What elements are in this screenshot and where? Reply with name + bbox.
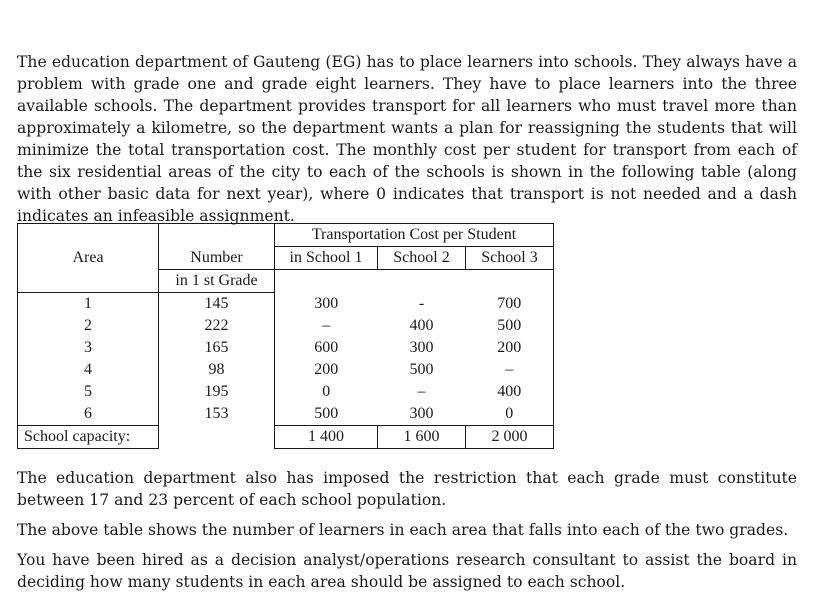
cell-school2: – — [417, 383, 426, 400]
task-paragraph: You have been hired as a decision analyst/operations research consultant to assist the board in deciding how many students in each area should be assigned to each school. — [17, 551, 797, 591]
cell-school2: 400 — [409, 317, 434, 334]
table-row — [18, 337, 554, 359]
cell-number: 165 — [159, 337, 275, 359]
cell-school1: – — [275, 315, 378, 337]
cell-school1: 0 — [275, 381, 378, 403]
table-row — [18, 403, 554, 426]
table-row — [18, 293, 554, 316]
capacity-school3: 2 000 — [466, 426, 554, 449]
cell-school1: 600 — [275, 337, 378, 359]
col-header-school2: School 2 — [378, 247, 466, 270]
col-header-number-grade: in 1 st Grade — [159, 270, 275, 293]
cell-school3: 0 — [466, 403, 554, 426]
cell-school3: 400 — [466, 381, 554, 403]
cell-number: 153 — [159, 403, 275, 426]
problem-intro-paragraph: The education department of Gauteng (EG) has to place learners into schools. They always have a problem with grade one and grade eight learners. They have to place learners into the three available schools. The department provides transport for all learners who must travel more than approximately a kilometre, so the department wants a plan for reassigning the students that will minimize the total transportation cost. The monthly cost per student for transport from each of the six residential areas of the city to each of the schools is shown in the following table (along with other basic data for next year), where 0 indicates that transport is not needed and a dash indicates an infeasible assignment. — [17, 53, 797, 225]
cell-number: 145 — [159, 293, 275, 316]
cell-area: 6 — [18, 403, 159, 426]
transport-cost-table — [17, 223, 554, 449]
restriction-paragraph: The education department also has imposed the restriction that each grade must constitute between 17 and 23 percent of each school population. — [17, 469, 797, 509]
cost-group-header: Transportation Cost per Student — [275, 224, 554, 247]
cell-school3: – — [466, 359, 554, 381]
cell-school2: - — [418, 294, 425, 312]
col-header-number: Number — [159, 247, 275, 270]
cell-number: 195 — [159, 381, 275, 403]
cell-number: 222 — [159, 315, 275, 337]
cell-school3: 200 — [466, 337, 554, 359]
capacity-school2: 1 600 — [378, 426, 466, 449]
cell-area: 5 — [18, 381, 159, 403]
col-header-area: Area — [18, 247, 159, 270]
cell-school1: 300 — [275, 293, 378, 316]
cell-school1: 500 — [275, 403, 378, 426]
cell-school3: 700 — [466, 293, 554, 316]
cell-school2: 500 — [409, 361, 434, 378]
capacity-row — [18, 426, 554, 449]
cell-area: 3 — [18, 337, 159, 359]
cell-number: 98 — [159, 359, 275, 381]
cell-school2: 300 — [378, 403, 466, 426]
cell-school2: 300 — [409, 339, 434, 356]
capacity-label: School capacity: — [18, 426, 159, 449]
cell-area: 1 — [18, 293, 159, 316]
cell-school3: 500 — [466, 315, 554, 337]
table-row — [18, 359, 554, 381]
cell-school1: 200 — [275, 359, 378, 381]
cell-area: 4 — [18, 359, 159, 381]
table-row — [18, 381, 554, 403]
capacity-school1: 1 400 — [275, 426, 378, 449]
col-header-school1: in School 1 — [275, 247, 378, 270]
table-note-paragraph: The above table shows the number of learners in each area that falls into each of the two grades. — [17, 521, 789, 539]
table-row — [18, 315, 554, 337]
cell-area: 2 — [18, 315, 159, 337]
col-header-school3: School 3 — [466, 247, 554, 270]
